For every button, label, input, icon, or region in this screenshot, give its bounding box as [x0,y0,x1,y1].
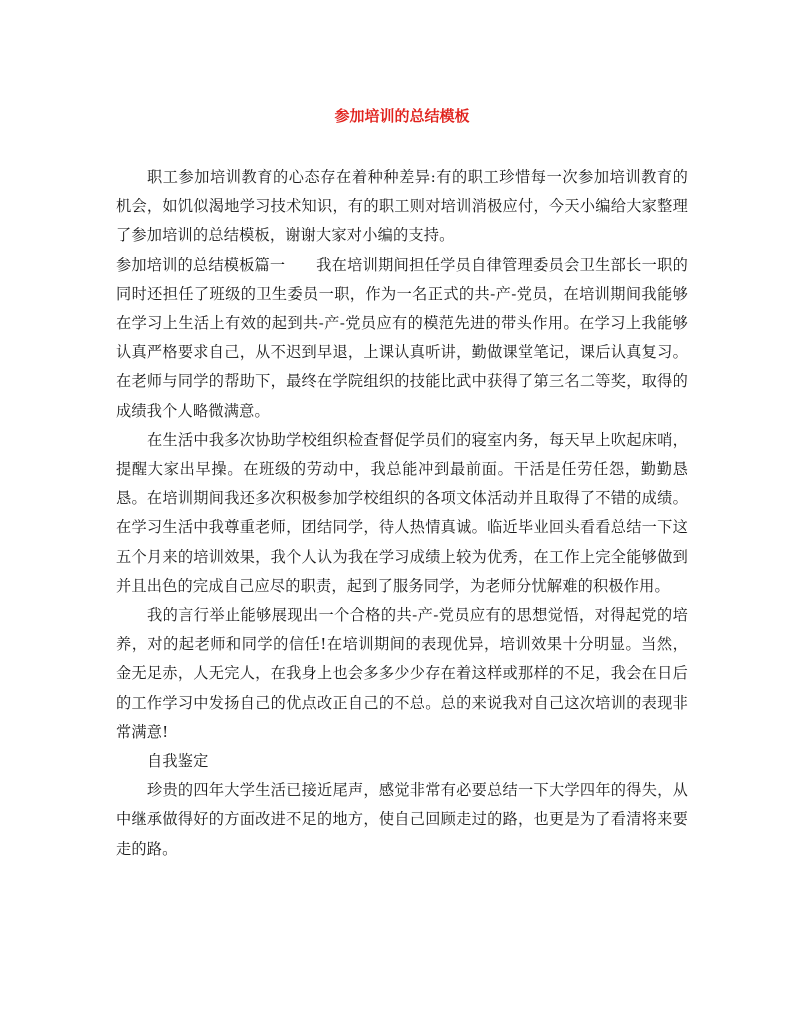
section1-label: 参加培训的总结模板篇一 [116,255,286,274]
self-evaluation-heading: 自我鉴定 [147,752,209,771]
document-page [116,0,688,1035]
section1-paragraph [116,251,688,426]
document-body [116,163,688,864]
section1-paragraph-3: 我的言行举止能够展现出一个合格的共-产-党员应有的思想觉悟，对得起党的培养，对的起老师和同学的信任!在培训期间的表现优异，培训效果十分明显。当然，金无足赤，人无完人，在我身上也会多多少少存在着这样或那样的不足，我会在日后的工作学习中发扬自己的优点改正自己的不总。总的来说我对自己这次培训的表现非常满意! [116,606,688,741]
self-evaluation-paragraph: 珍贵的四年大学生活已接近尾声，感觉非常有必要总结一下大学四年的得失，从中继承做得好的方面改进不足的地方，使自己回顾走过的路，也更是为了看清将来要走的路。 [116,781,688,858]
intro-paragraph: 职工参加培训教育的心态存在着种种差异:有的职工珍惜每一次参加培训教育的机会，如饥似渴地学习技术知识，有的职工则对培训消极应付，今天小编给大家整理了参加培训的总结模板，谢谢大家对小编的支持。 [116,168,688,245]
section1-paragraph-text: 我在培训期间担任学员自律管理委员会卫生部长一职的同时还担任了班级的卫生委员一职，作为一名正式的共-产-党员，在培训期间我能够在学习上生活上有效的起到共-产-党员应有的模范先进的带头作用。在学习上我能够认真严格要求自己，从不迟到早退，上课认真听讲，勤做课堂笔记，课后认真复习。在老师与同学的帮助下，最终在学院组织的技能比武中获得了第三名二等奖，取得的成绩我个人略微满意。 [116,255,688,420]
document-title: 参加培训的总结模板 [334,107,470,125]
section1-paragraph-2: 在生活中我多次协助学校组织检查督促学员们的寝室内务，每天早上吹起床哨，提醒大家出早操。在班级的劳动中，我总能冲到最前面。干活是任劳任怨，勤勤恳恳。在培训期间我还多次积极参加学校组织的各项文体活动并且取得了不错的成绩。在学习生活中我尊重老师，团结同学，待人热情真诚。临近毕业回头看看总结一下这五个月来的培训效果，我个人认为我在学习成绩上较为优秀，在工作上完全能够做到并且出色的完成自己应尽的职责，起到了服务同学，为老师分忧解难的积极作用。 [116,430,688,595]
